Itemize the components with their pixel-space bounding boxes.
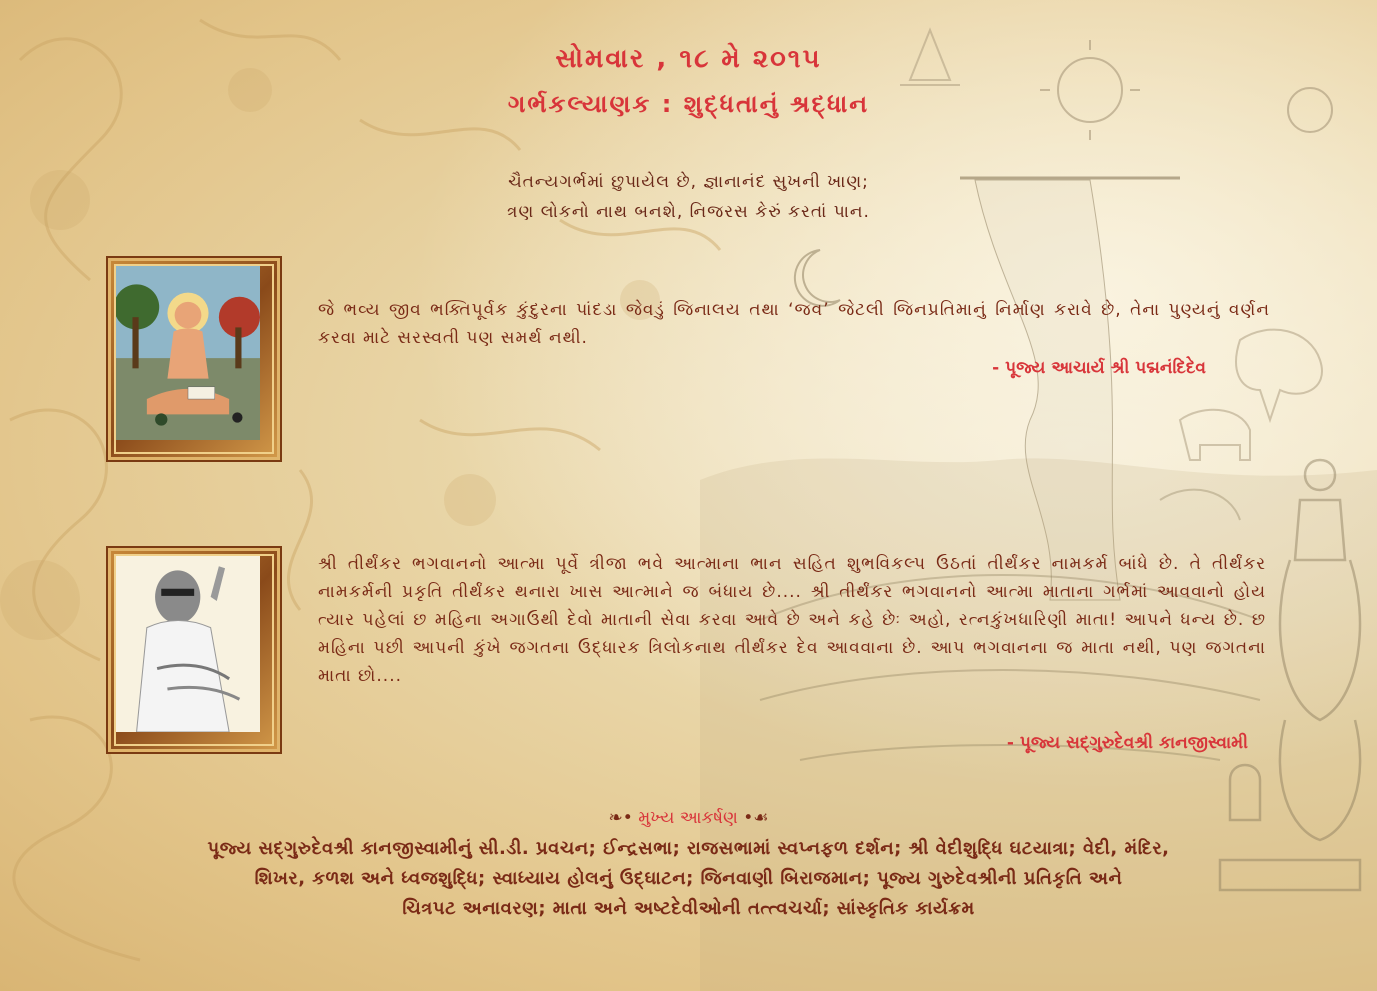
highlights-line-1: પૂજ્ય સદ્ગુરુદેવશ્રી કાનજીસ્વામીનું સી.ડી. પ્રવચન; ઈન્દ્રસભા; રાજસભામાં સ્વપ્નફળ દર્શન; શ્રી વેદીશુદ્ધિ ઘટયાત્રા; વેદી, મંદિર, [207, 838, 1170, 859]
acharya-portrait-image [116, 266, 260, 440]
ornament-left-icon: ❧• [608, 808, 633, 828]
gurudev-quote-attribution: - પૂજ્ય સદ્ગુરુદેવશ્રી કાનજીસ્વામી [1006, 733, 1248, 753]
acharya-portrait-frame [106, 256, 282, 462]
highlights-line-2: શિખર, કળશ અને ધ્વજશુદ્ધિ; સ્વાધ્યાય હોલનું ઉદ્ઘાટન; જિનવાણી બિરાજમાન; પૂજ્ય ગુરુદેવશ્રીની પ્રતિકૃતિ અને [254, 868, 1123, 889]
event-date: સોમવાર , ૧૮ મે ૨૦૧૫ [555, 44, 822, 74]
gurudev-quote-text: શ્રી તીર્થંકર ભગવાનનો આત્મા પૂર્વે ત્રીજા ભવે આત્માના ભાન સહિત શુભવિકલ્પ ઉઠતાં તીર્થંકર નામકર્મ બાંધે છે. તે તીર્થંકર નામકર્મની પ્રકૃતિ તીર્થંકર થનારા ખાસ આત્માને જ બંધાય છે.... શ્રી તીર્થંકર ભગવાનનો આત્મા માતાના ગર્ભમાં આવવાનો હોય ત્યાર પહેલાં છ મહિના અગાઉથી દેવો માતાની સેવા કરવા આવે છે અને કહે છેઃ અહો, રત્નકુંખધારિણી માતા! આપને ધન્ય છે. છ મહિના પછી આપની કુંખે જગતના ઉદ્ધારક ત્રિલોકનાથ તીર્થંકર દેવ આવવાના છે. આપ ભગવાનના જ માતા નથી, પણ જગતના માતા છો.... [318, 554, 1266, 686]
gurudev-portrait-image [116, 556, 260, 732]
ornament-right-icon: •☙ [743, 808, 769, 828]
acharya-quote-attribution: - પૂજ્ય આચાર્ય શ્રી પદ્મનંદિદેવ [992, 358, 1206, 378]
event-title: ગર્ભકલ્યાણક : શુદ્ધતાનું શ્રદ્ધાન [507, 90, 870, 118]
highlights-heading-label: મુખ્ય આકર્ષણ [638, 808, 738, 828]
acharya-quote-text: જે ભવ્ય જીવ ભક્તિપૂર્વક કુંદુરના પાંદડા જેવડું જિનાલય તથા ‘જવ’ જેટલી જિનપ્રતિમાનું નિર્માણ કરાવે છે, તેના પુણ્યનું વર્ણન કરવા માટે સરસ્વતી પણ સમર્થ નથી. [318, 300, 1270, 348]
highlights-line-3: ચિત્રપટ અનાવરણ; માતા અને અષ્ટદેવીઓની તત્ત્વચર્ચા; સાંસ્કૃતિક કાર્યક્રમ [402, 898, 975, 919]
highlights-heading [0, 808, 1377, 828]
verse-line-1: ચૈતન્યગર્ભમાં છુપાયેલ છે, જ્ઞાનાનંદ સુખની ખાણ; [508, 172, 869, 192]
verse-line-2: ત્રણ લોકનો નાથ બનશે, નિજરસ કેરું કરતાં પાન. [507, 202, 870, 222]
gurudev-portrait-frame [106, 546, 282, 754]
